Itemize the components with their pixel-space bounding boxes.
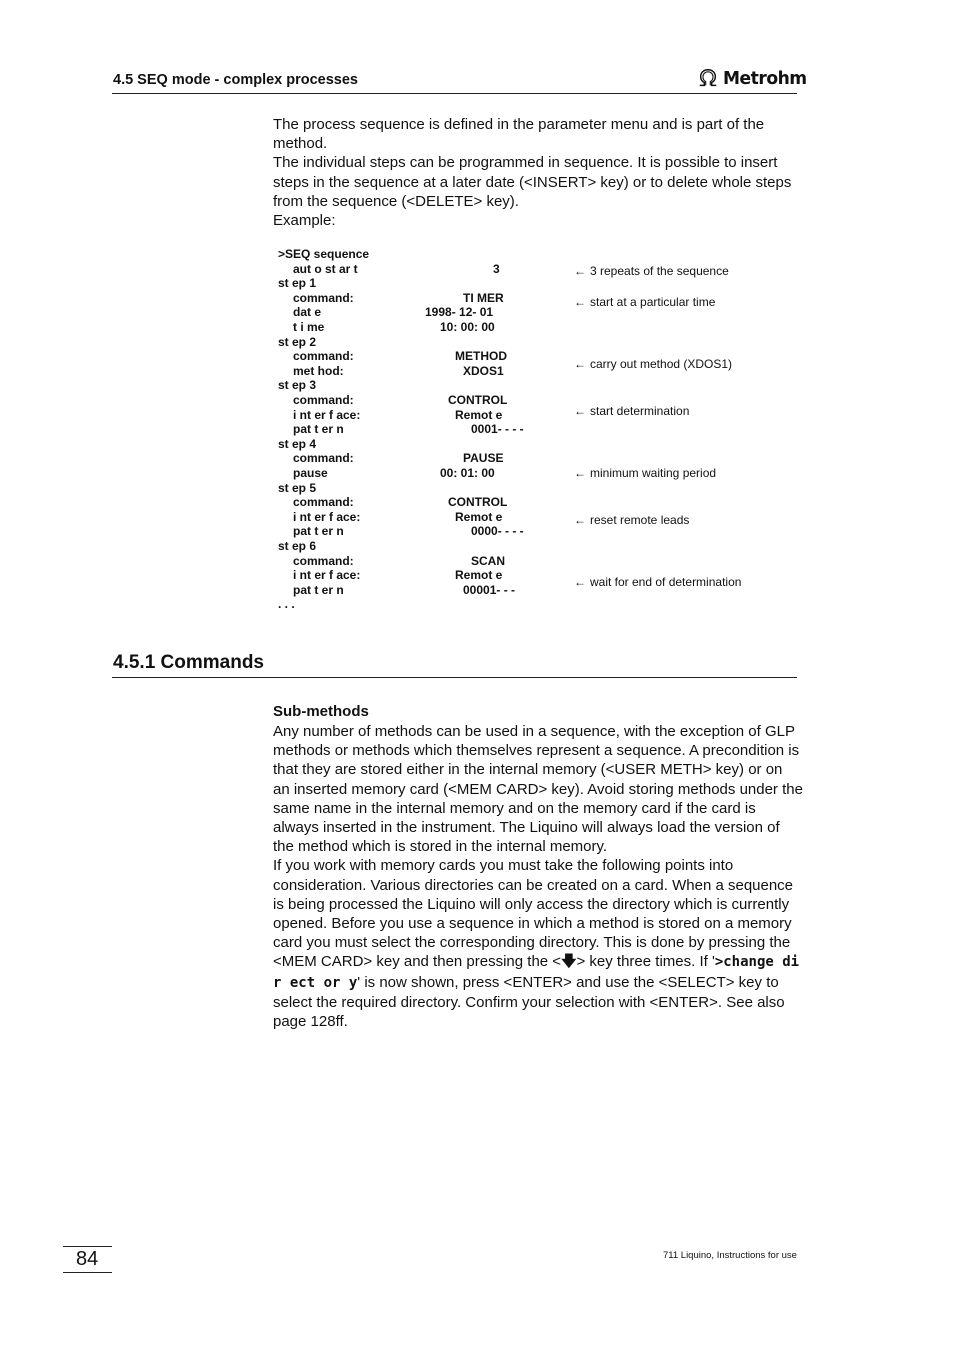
header-divider (112, 93, 797, 94)
step-value: CONTROL (448, 495, 508, 510)
intro-paragraph-2: The individual steps can be programmed in sequence. It is possible to insert steps in the sequence at a later date (<INSERT> key) or to delete whole steps from the sequence (<DELETE> key). (273, 154, 792, 210)
step-label: st ep 1 (278, 276, 317, 291)
arrow-left-icon: ← (574, 404, 586, 418)
annotation: ← reset remote leads (574, 513, 690, 527)
step-value: XDOS1 (463, 363, 504, 378)
step-value: 0001- - - - (471, 422, 524, 437)
step-value: 10: 00: 00 (440, 320, 495, 334)
auto-start-value: 3 (493, 261, 500, 276)
arrow-left-icon: ← (574, 295, 586, 309)
footer-divider (63, 1272, 112, 1273)
display-text: >change di r ect or y (273, 954, 800, 991)
step-label: st ep 2 (278, 334, 317, 349)
step-key: pat t er n (293, 524, 344, 539)
step-value: SCAN (471, 553, 506, 568)
arrow-left-icon: ← (574, 466, 586, 480)
step-key: i nt er f ace: (293, 509, 361, 524)
step-key: command: (293, 451, 354, 466)
step-label: st ep 3 (278, 378, 317, 393)
step-value: Remot e (455, 509, 503, 524)
step-value: METHOD (455, 349, 507, 364)
step-key: dat e (293, 305, 322, 320)
step-value: TI MER (463, 290, 504, 305)
arrow-left-icon: ← (574, 513, 586, 527)
section-divider (112, 677, 797, 678)
sequence-ellipsis: . . . (278, 597, 295, 612)
step-value: 1998- 12- 01 (425, 305, 494, 320)
step-label: st ep 5 (278, 480, 317, 495)
sequence-title: >SEQ sequence (278, 247, 370, 261)
step-key: t i me (293, 320, 325, 334)
annotation: ← carry out method (XDOS1) (574, 357, 733, 371)
arrow-left-icon: ← (574, 575, 586, 589)
step-value: CONTROL (448, 393, 508, 407)
auto-start-label: aut o st ar t (293, 261, 358, 276)
step-value: 00001- - - (463, 582, 516, 597)
section-heading: 4.5.1 Commands (113, 652, 264, 673)
footer-document-title: 711 Liquino, Instructions for use (663, 1250, 797, 1261)
annotation: ← minimum waiting period (574, 466, 717, 480)
step-label: st ep 4 (278, 436, 317, 451)
logo-wordmark: Metrohm (723, 67, 807, 89)
arrow-down-icon: 🡇 (561, 953, 577, 971)
intro-paragraph-1: The process sequence is defined in the parameter menu and is part of the method. (273, 116, 765, 153)
step-key: pat t er n (293, 422, 344, 437)
section-body (273, 722, 803, 1031)
step-key: pat t er n (293, 582, 344, 597)
subheading: Sub-methods (273, 703, 369, 720)
annotation: ← start determination (574, 404, 690, 418)
step-key: met hod: (293, 363, 344, 378)
step-key: i nt er f ace: (293, 568, 361, 583)
step-key: pause (293, 466, 328, 480)
page-number: 84 (76, 1248, 99, 1270)
step-key: command: (293, 393, 354, 407)
step-value: PAUSE (463, 451, 504, 466)
step-key: command: (293, 349, 354, 364)
metrohm-omega-icon (697, 67, 719, 89)
step-value: 00: 01: 00 (440, 466, 495, 480)
arrow-left-icon: ← (574, 264, 586, 278)
body-paragraph-1: Any number of methods can be used in a sequence, with the exception of GLP methods or methods which themselves represent a sequence. A precondition is that they are stored either in the internal memory (<USER METH> key) or on an inserted memory card (<MEM CARD> key). Avoid storing methods under the same name in the internal memory and on the memory card if the card is always inserted in the instrument. The Liquino will always load the version of the method which is stored in the internal memory. (273, 723, 803, 856)
annotation: ← 3 repeats of the sequence (574, 264, 729, 278)
step-value: 0000- - - - (471, 524, 524, 539)
intro-text (273, 115, 803, 230)
brand-logo (697, 66, 811, 90)
intro-paragraph-3: Example: (273, 212, 336, 230)
footer-divider (63, 1246, 112, 1247)
step-key: command: (293, 290, 354, 305)
annotation: ← wait for end of determination (574, 575, 742, 589)
step-key: command: (293, 495, 354, 510)
arrow-left-icon: ← (574, 357, 586, 371)
step-value: Remot e (455, 568, 503, 583)
step-key: i nt er f ace: (293, 407, 361, 422)
annotation: ← start at a particular time (574, 295, 716, 309)
step-key: command: (293, 553, 354, 568)
running-header-title: 4.5 SEQ mode - complex processes (113, 72, 358, 88)
body-paragraph-2: If you work with memory cards you must take the following points into consideration. Various directories can be created on a card. When a sequence is being processed the Liquino will only access the directory which is currently opened. Before you use a sequence in which a method is stored on a memory card you must select the corresponding directory. This is done by pressing the <MEM CARD> key and then pressing the <🡇> key three times. If '>change di r ect or y' is now shown, press <ENTER> and use the <SELECT> key to select the required directory. Confirm your selection with <ENTER>. See also page 128ff. (273, 857, 800, 1031)
step-label: st ep 6 (278, 539, 317, 553)
step-value: Remot e (455, 407, 503, 422)
